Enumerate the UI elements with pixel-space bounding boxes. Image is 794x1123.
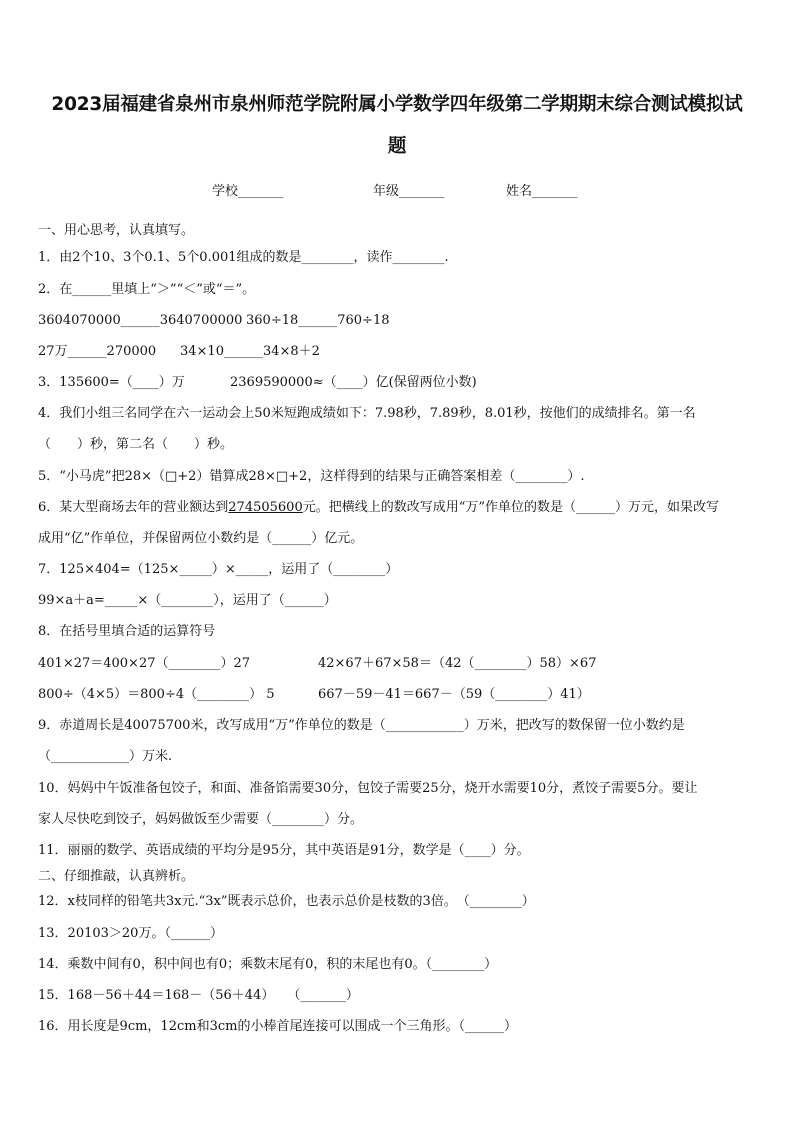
question-3-right: 2369590000≈（____）亿(保留两位小数) <box>230 375 477 390</box>
question-8: 8．在括号里填合适的运算符号 <box>38 624 216 639</box>
question-2: 2．在______里填上“＞”“＜”或“＝”。 <box>38 282 256 297</box>
question-6-prefix: 6．某大型商场去年的营业额达到 <box>38 500 229 515</box>
question-6-underlined-number: 274505600 <box>228 500 303 515</box>
question-9-line-1: 9．赤道周长是40075700米，改写成用“万”作单位的数是（____________）万米，把改写的数保留一位小数约是 <box>38 718 685 733</box>
question-4-line-1: 4．我们小组三名同学在六一运动会上50米短跑成绩如下：7.98秒，7.89秒，8.01秒，按他们的成绩排名。第一名 <box>38 406 696 421</box>
question-4-line-2: （ ）秒，第二名（ ）秒。 <box>38 437 234 452</box>
question-15: 15．168－56＋44＝168－（56＋44） （_______） <box>38 988 359 1003</box>
question-9-line-2: （____________）万米. <box>38 749 173 764</box>
question-11: 11．丽丽的数学、英语成绩的平均分是95分，其中英语是91分，数学是（____）分。 <box>38 843 530 858</box>
question-12: 12．x枝同样的铅笔共3x元.“3x”既表示总价，也表示总价是枝数的3倍。 （________） <box>38 894 535 909</box>
question-5: 5．“小马虎”把28×（□+2）错算成28×□+2，这样得到的结果与正确答案相差（________）. <box>38 469 585 484</box>
question-3-left: 3．135600=（____）万 <box>38 375 185 390</box>
question-13: 13．20103＞20万。（______） <box>38 926 223 941</box>
question-2a-right: 360÷18______760÷18 <box>246 313 390 328</box>
question-2b-left: 27万______270000 <box>38 344 157 359</box>
title-line-1: 2023届福建省泉州市泉州师范学院附属小学数学四年级第二学期期末综合测试模拟试 <box>51 94 743 115</box>
question-7-line-2: 99×a＋a=_____×（________），运用了（______） <box>38 593 337 608</box>
name-field[interactable]: 姓名_______ <box>506 184 578 199</box>
question-6-line-1 <box>38 499 760 517</box>
question-6-line-2: 成用“亿”作单位，并保留两位小数约是（______）亿元。 <box>38 531 364 546</box>
question-10-line-1: 10．妈妈中午饭准备包饺子，和面、准备馅需要30分，包饺子需要25分，烧开水需要10分，煮饺子需要5分。要让 <box>38 781 698 796</box>
question-8a-left: 401×27＝400×27（________）27 <box>38 656 251 671</box>
school-field[interactable]: 学校_______ <box>212 184 284 199</box>
question-14: 14．乘数中间有0，积中间也有0；乘数末尾有0，积的末尾也有0。（________） <box>38 957 498 972</box>
question-6-suffix: 元。把横线上的数改写成用“万”作单位的数是（______）万元，如果改写 <box>302 500 720 515</box>
section-2-heading: 二、仔细推敲，认真辨析。 <box>38 869 195 884</box>
question-2a-left: 3604070000______3640700000 <box>38 313 243 328</box>
question-7-line-1: 7．125×404=（125×_____）×_____，运用了（________） <box>38 562 399 577</box>
exam-title <box>30 84 764 168</box>
question-10-line-2: 家人尽快吃到饺子，妈妈做饭至少需要（________）分。 <box>38 812 364 827</box>
section-1-heading: 一、用心思考，认真填写。 <box>38 223 195 238</box>
question-16: 16．用长度是9cm，12cm和3cm的小棒首尾连接可以围成一个三角形。（______） <box>38 1019 517 1034</box>
question-8a-right: 42×67＋67×58＝（42（________）58）×67 <box>318 656 597 671</box>
question-2b-right: 34×10______34×8＋2 <box>180 344 320 359</box>
question-8b-right: 667－59－41＝667－（59（________）41） <box>318 687 590 702</box>
title-line-2: 题 <box>387 136 407 157</box>
grade-field[interactable]: 年级_______ <box>373 184 445 199</box>
question-1: 1．由2个10、3个0.1、5个0.001组成的数是________，读作________. <box>38 250 449 265</box>
student-info-row <box>0 180 794 200</box>
question-8b-left: 800÷（4×5）＝800÷4（________） 5 <box>38 687 275 702</box>
